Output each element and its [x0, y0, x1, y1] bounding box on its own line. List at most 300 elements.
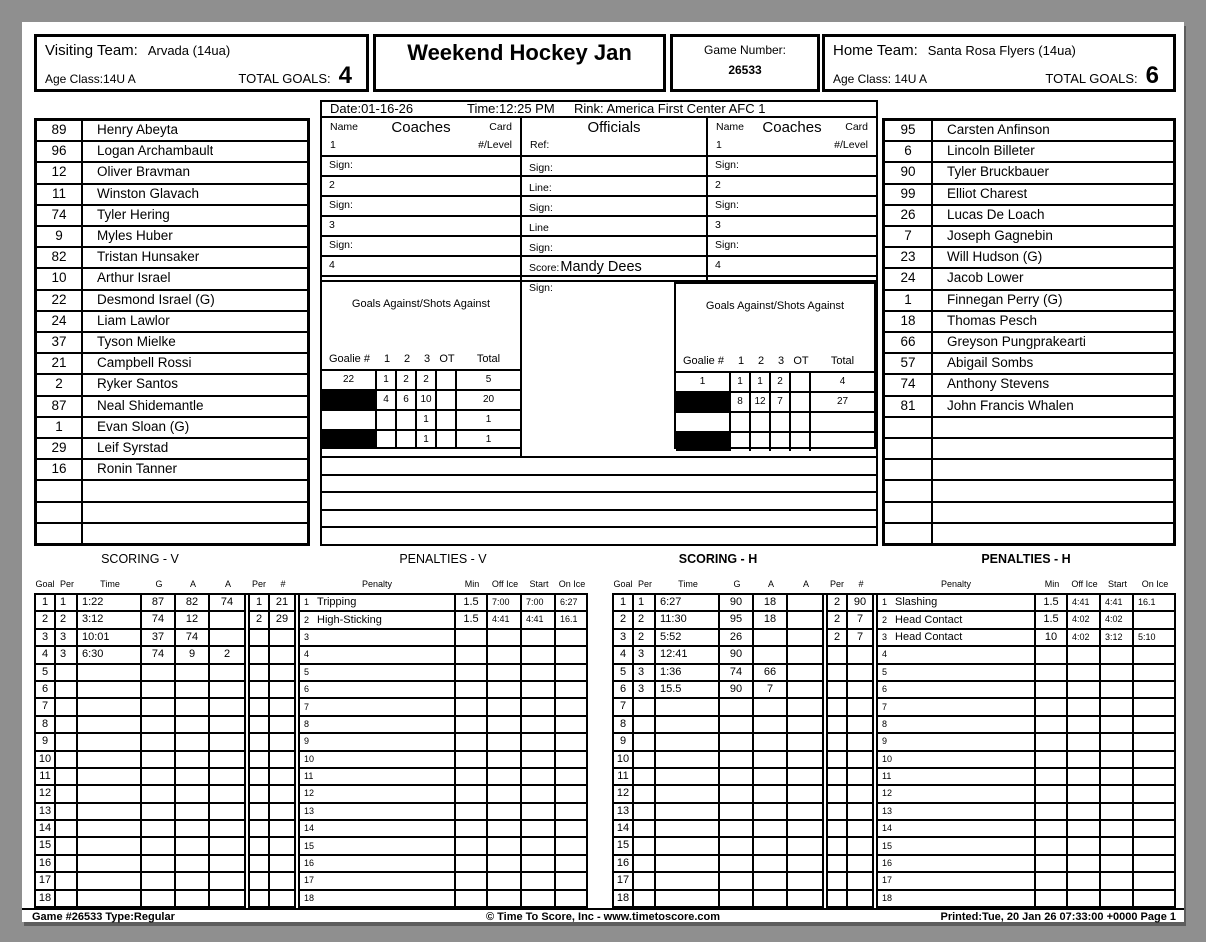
off-ice-cell — [488, 734, 522, 751]
home-goals-against-table — [674, 282, 876, 449]
off-ice-cell — [488, 769, 522, 786]
goal-time-cell — [656, 856, 720, 873]
level-label: #/Level — [478, 139, 512, 151]
goal-period-cell — [56, 804, 78, 821]
off-ice-cell — [488, 699, 522, 716]
goal-period-cell — [56, 821, 78, 838]
penalty-period-cell — [248, 682, 270, 699]
penalty-name-cell: 17 — [876, 873, 1036, 890]
total-cell: 1 — [485, 414, 492, 425]
penalty-period-cell — [248, 769, 270, 786]
period1-cell — [731, 433, 751, 451]
penalty-name-cell: 8 — [298, 717, 456, 734]
start-cell: 4:41 — [1101, 595, 1134, 612]
home-team-name: Santa Rosa Flyers (14ua) — [927, 43, 1076, 58]
goal-number-cell: 9 — [34, 734, 56, 751]
start-cell: 7:00 — [522, 595, 556, 612]
blank-row — [322, 526, 876, 544]
assist2-cell — [210, 717, 246, 734]
goal-scorer-cell — [720, 699, 754, 716]
assist1-cell — [754, 786, 788, 803]
goal-period-cell — [634, 873, 656, 890]
scoring-penalty-row — [34, 752, 588, 769]
scoring-penalty-row — [34, 838, 588, 855]
visiting-coach-cell: 2 — [322, 177, 522, 195]
goals-against-title: Goals Against/Shots Against — [705, 300, 845, 312]
assist1-cell — [176, 665, 210, 682]
off-ice-cell — [488, 873, 522, 890]
goal-period-cell — [634, 821, 656, 838]
assist1-cell — [176, 717, 210, 734]
penalty-minutes-cell — [456, 665, 488, 682]
penalty-period-cell — [826, 717, 848, 734]
penalty-minutes-cell — [456, 856, 488, 873]
home-goalie-rows — [676, 371, 874, 451]
goal-time-cell — [78, 873, 142, 890]
assist1-cell — [754, 734, 788, 751]
penalty-player-cell — [270, 873, 296, 890]
blank-row — [322, 458, 876, 474]
penalty-player-cell — [848, 717, 874, 734]
goal-scorer-cell — [720, 891, 754, 908]
assist2-cell — [210, 682, 246, 699]
roster-row — [37, 375, 307, 396]
assist2-cell — [210, 734, 246, 751]
goal-period-cell — [56, 665, 78, 682]
player-name: Winston Glavach — [97, 185, 200, 201]
scoring-penalty-row — [612, 873, 1176, 890]
scoring-penalty-row — [612, 752, 1176, 769]
penalty-name-cell: 13 — [298, 804, 456, 821]
goal-scorer-cell: 37 — [142, 630, 176, 647]
total-cell: 4 — [839, 376, 846, 387]
penalty-period-cell — [826, 699, 848, 716]
assist2-cell — [788, 682, 824, 699]
scoring-penalty-row — [612, 630, 1176, 647]
goalie-number-cell — [676, 433, 731, 451]
assist1-cell: 9 — [176, 647, 210, 664]
assist1-cell — [176, 786, 210, 803]
goal-number-cell: 18 — [612, 891, 634, 908]
visiting-team-label: Visiting Team: — [45, 42, 138, 59]
scoring-penalty-row — [34, 734, 588, 751]
roster-row — [37, 397, 307, 418]
goal-period-cell: 3 — [56, 630, 78, 647]
officials-header — [522, 118, 708, 155]
penalty-minutes-cell — [456, 752, 488, 769]
player-number: 95 — [885, 121, 933, 140]
penalty-period-cell — [826, 752, 848, 769]
roster-row — [885, 291, 1173, 312]
on-ice-cell — [1134, 856, 1176, 873]
start-cell — [1101, 821, 1134, 838]
goal-time-cell — [78, 891, 142, 908]
scoring-penalty-row — [612, 786, 1176, 803]
scoring-penalty-row — [612, 891, 1176, 908]
assist2-cell — [210, 873, 246, 890]
home-total-goals-label: TOTAL GOALS: — [1045, 71, 1138, 86]
penalty-player-cell: 29 — [270, 612, 296, 629]
scoring-penalty-row — [34, 665, 588, 682]
scoring-penalty-row — [34, 821, 588, 838]
total-cell: 5 — [485, 374, 492, 385]
player-number: 22 — [37, 291, 83, 310]
player-name — [83, 524, 97, 543]
start-cell — [1101, 856, 1134, 873]
goal-number-cell: 11 — [612, 769, 634, 786]
roster-row — [37, 354, 307, 375]
blank-row — [322, 474, 876, 492]
assist2-cell — [788, 647, 824, 664]
ot-cell — [437, 391, 457, 409]
ot-cell — [437, 411, 457, 429]
off-ice-cell — [1068, 838, 1101, 855]
level-label: #/Level — [834, 139, 868, 151]
assist2-cell — [210, 786, 246, 803]
roster-row — [885, 418, 1173, 439]
penalty-name-cell: 6 — [298, 682, 456, 699]
on-ice-cell — [1134, 804, 1176, 821]
goalie-row — [322, 389, 520, 409]
player-number: 99 — [885, 185, 933, 204]
penalty-period-cell — [248, 873, 270, 890]
period3-cell: 1 — [417, 411, 437, 429]
on-ice-cell — [556, 804, 588, 821]
goal-period-cell — [634, 769, 656, 786]
name-column-label: Name — [716, 121, 745, 133]
coaches-officials-row — [322, 255, 876, 275]
player-number: 90 — [885, 163, 933, 182]
goal-scorer-cell: 90 — [720, 682, 754, 699]
penalty-name-cell: 7 — [876, 699, 1036, 716]
visiting-age-class: Age Class:14U A — [45, 72, 136, 86]
goal-time-cell — [78, 769, 142, 786]
assist2-cell — [210, 612, 246, 629]
penalty-name-cell: 4 — [876, 647, 1036, 664]
assist2-cell — [788, 734, 824, 751]
goal-time-cell: 15.5 — [656, 682, 720, 699]
player-name: Anthony Stevens — [947, 376, 1050, 392]
assist2-cell — [788, 630, 824, 647]
scoring-penalty-row — [34, 612, 588, 629]
assist2-cell — [788, 769, 824, 786]
on-ice-cell — [556, 786, 588, 803]
roster-row — [885, 354, 1173, 375]
on-ice-cell — [1134, 734, 1176, 751]
scoring-penalty-row — [34, 804, 588, 821]
total-cell: 27 — [836, 396, 849, 407]
player-name: Campbell Rossi — [97, 355, 192, 371]
penalty-minutes-cell — [1036, 838, 1068, 855]
goal-scorer-cell — [720, 769, 754, 786]
start-cell — [522, 647, 556, 664]
player-number: 74 — [37, 206, 83, 225]
penalty-player-cell — [848, 856, 874, 873]
penalty-minutes-cell — [1036, 804, 1068, 821]
goalie-number-cell — [676, 413, 731, 431]
on-ice-cell — [1134, 717, 1176, 734]
penalty-minutes-cell — [456, 699, 488, 716]
home-coach-cell: Sign: — [715, 199, 739, 211]
penalty-minutes-cell — [1036, 699, 1068, 716]
goal-number-cell: 4 — [612, 647, 634, 664]
penalty-minutes-cell — [1036, 682, 1068, 699]
penalty-player-cell — [848, 752, 874, 769]
period1-cell — [377, 411, 397, 429]
home-coach-cell: 4 — [715, 259, 721, 271]
player-number — [885, 524, 933, 543]
period3-cell: 2 — [771, 373, 791, 391]
penalty-player-cell — [270, 647, 296, 664]
goal-period-cell: 3 — [56, 647, 78, 664]
visiting-coach-cell: 4 — [322, 257, 522, 275]
on-ice-cell — [1134, 873, 1176, 890]
off-ice-cell — [1068, 856, 1101, 873]
goal-number-cell: 9 — [612, 734, 634, 751]
player-name: Leif Syrstad — [97, 440, 169, 456]
penalty-period-cell — [826, 786, 848, 803]
penalty-player-cell — [848, 786, 874, 803]
goal-scorer-cell — [142, 752, 176, 769]
penalty-player-cell: 90 — [848, 595, 874, 612]
goal-number-cell: 17 — [34, 873, 56, 890]
goal-number-cell: 10 — [34, 752, 56, 769]
goal-scorer-cell: 87 — [142, 595, 176, 612]
goal-number-cell: 15 — [34, 838, 56, 855]
ot-cell — [791, 413, 811, 431]
penalty-player-cell — [270, 891, 296, 908]
player-number: 66 — [885, 333, 933, 352]
ot-cell — [791, 393, 811, 411]
goal-number-cell: 8 — [612, 717, 634, 734]
off-ice-cell — [1068, 891, 1101, 908]
period3-cell — [771, 433, 791, 451]
sheet-title: Weekend Hockey Jan — [407, 40, 632, 65]
period1-cell — [377, 431, 397, 449]
on-ice-cell — [556, 838, 588, 855]
penalty-player-cell — [848, 734, 874, 751]
player-name: Neal Shidemantle — [97, 397, 204, 413]
goal-scorer-cell — [142, 873, 176, 890]
player-number: 1 — [885, 291, 933, 310]
goal-period-cell — [634, 734, 656, 751]
penalty-name-cell: 5 — [876, 665, 1036, 682]
penalty-name-cell: 14 — [876, 821, 1036, 838]
player-name: Tyler Hering — [97, 206, 170, 222]
assist2-cell — [788, 717, 824, 734]
player-number — [885, 418, 933, 437]
goal-number-cell: 12 — [612, 786, 634, 803]
on-ice-cell: 16.1 — [556, 612, 588, 629]
penalty-name-cell: 8 — [876, 717, 1036, 734]
scoring-penalty-row — [612, 821, 1176, 838]
visiting-coach-cell: Sign: — [322, 237, 522, 255]
ot-cell — [791, 433, 811, 451]
coaches-officials-row — [322, 215, 876, 235]
start-cell — [522, 891, 556, 908]
goal-time-cell — [656, 838, 720, 855]
player-number: 6 — [885, 142, 933, 161]
start-cell — [1101, 752, 1134, 769]
penalty-minutes-cell — [456, 769, 488, 786]
assist1-cell: 7 — [754, 682, 788, 699]
penalty-player-cell — [270, 682, 296, 699]
column-headers: Goal Per Time G A A Per # Penalty Min Off Ice Start On Ice — [613, 579, 1169, 589]
goal-period-cell: 1 — [56, 595, 78, 612]
roster-row — [37, 481, 307, 502]
penalty-player-cell — [848, 665, 874, 682]
scoring-penalty-row — [34, 717, 588, 734]
period2-cell: 6 — [397, 391, 417, 409]
start-cell — [522, 630, 556, 647]
penalty-minutes-cell — [1036, 734, 1068, 751]
start-cell — [1101, 699, 1134, 716]
scoring-penalty-row — [612, 682, 1176, 699]
goal-number-cell: 8 — [34, 717, 56, 734]
roster-row — [37, 439, 307, 460]
penalty-player-cell — [270, 734, 296, 751]
scoring-penalty-row — [612, 769, 1176, 786]
goal-period-cell — [634, 891, 656, 908]
assist1-cell — [176, 682, 210, 699]
goal-time-cell: 5:52 — [656, 630, 720, 647]
goal-scorer-cell — [720, 821, 754, 838]
goal-time-cell — [656, 717, 720, 734]
penalty-minutes-cell — [456, 717, 488, 734]
assist2-cell — [788, 665, 824, 682]
assist2-cell — [210, 752, 246, 769]
game-date: Date:01-16-26 — [330, 101, 414, 116]
player-name: Oliver Bravman — [97, 164, 191, 180]
goal-period-cell — [56, 873, 78, 890]
off-ice-cell — [488, 630, 522, 647]
assist2-cell — [788, 752, 824, 769]
goal-scorer-cell — [720, 786, 754, 803]
penalty-minutes-cell — [456, 804, 488, 821]
goalie-number-cell — [676, 393, 731, 411]
player-number: 9 — [37, 227, 83, 246]
official-cell: Line: — [522, 177, 708, 195]
penalty-player-cell — [848, 682, 874, 699]
player-name: Tyson Mielke — [97, 334, 176, 350]
scoring-penalty-row — [612, 612, 1176, 629]
assist2-cell — [210, 821, 246, 838]
start-cell — [522, 699, 556, 716]
on-ice-cell: 6:27 — [556, 595, 588, 612]
assist2-cell — [210, 856, 246, 873]
penalty-name-cell: 4 — [298, 647, 456, 664]
goal-time-cell — [78, 752, 142, 769]
penalty-minutes-cell — [1036, 873, 1068, 890]
assist2-cell — [210, 665, 246, 682]
player-name — [933, 503, 947, 522]
penalty-name-cell: 1 Tripping — [298, 595, 456, 612]
off-ice-cell — [1068, 804, 1101, 821]
blank-notes-rows — [320, 456, 878, 546]
player-number: 10 — [37, 269, 83, 288]
goal-scorer-cell — [142, 786, 176, 803]
start-cell — [522, 873, 556, 890]
penalty-name-cell: 9 — [298, 734, 456, 751]
scoring-penalty-row — [612, 804, 1176, 821]
roster-row — [37, 460, 307, 481]
assist2-cell: 2 — [210, 647, 246, 664]
goal-period-cell — [56, 752, 78, 769]
goal-number-cell: 5 — [612, 665, 634, 682]
period2-cell: 12 — [751, 393, 771, 411]
scoring-penalty-row — [34, 682, 588, 699]
start-cell: 4:41 — [522, 612, 556, 629]
player-number: 89 — [37, 121, 83, 140]
penalty-name-cell: 5 — [298, 665, 456, 682]
roster-row — [885, 142, 1173, 163]
player-name: Myles Huber — [97, 228, 173, 244]
roster-row — [885, 121, 1173, 142]
official-cell: Sign: — [522, 157, 708, 175]
goal-scorer-cell — [142, 821, 176, 838]
player-name: Tristan Hunsaker — [97, 249, 200, 265]
goal-time-cell — [656, 699, 720, 716]
roster-row — [885, 503, 1173, 524]
visiting-team-box — [34, 34, 369, 92]
goal-scorer-cell — [142, 665, 176, 682]
penalty-player-cell — [270, 630, 296, 647]
penalty-period-cell: 1 — [248, 595, 270, 612]
penalty-period-cell: 2 — [826, 595, 848, 612]
footer-game-type: Game #26533 Type:Regular — [32, 911, 175, 923]
coaches-officials-header-row — [322, 118, 876, 155]
penalty-minutes-cell — [1036, 786, 1068, 803]
penalty-minutes-cell: 1.5 — [1036, 595, 1068, 612]
off-ice-cell — [1068, 873, 1101, 890]
goal-time-cell — [78, 838, 142, 855]
player-number — [885, 460, 933, 479]
on-ice-cell — [1134, 612, 1176, 629]
penalty-player-cell: 7 — [848, 612, 874, 629]
roster-row — [37, 418, 307, 439]
assist1-cell — [176, 821, 210, 838]
visiting-roster-table — [34, 118, 310, 546]
period2-cell — [751, 413, 771, 431]
start-cell — [1101, 873, 1134, 890]
goal-period-cell — [634, 804, 656, 821]
goal-number-cell: 6 — [34, 682, 56, 699]
penalty-player-cell — [270, 821, 296, 838]
start-cell — [1101, 682, 1134, 699]
player-name — [933, 439, 947, 458]
start-cell — [522, 786, 556, 803]
visiting-goals-against-table — [322, 282, 520, 449]
home-coach-cell: Sign: — [715, 239, 739, 251]
on-ice-cell — [556, 682, 588, 699]
roster-row — [37, 227, 307, 248]
player-name — [83, 503, 97, 522]
penalty-player-cell — [848, 804, 874, 821]
official-cell: Sign: — [522, 197, 708, 215]
visiting-team-name: Arvada (14ua) — [147, 43, 231, 58]
goal-scorer-cell — [142, 717, 176, 734]
off-ice-cell — [1068, 734, 1101, 751]
goal-scorer-cell — [720, 873, 754, 890]
player-number: 24 — [37, 312, 83, 331]
penalty-name-cell: 16 — [298, 856, 456, 873]
on-ice-cell — [556, 752, 588, 769]
goalie-number-cell — [322, 411, 377, 429]
period1-cell: 4 — [377, 391, 397, 409]
goal-number-cell: 17 — [612, 873, 634, 890]
goal-scorer-cell — [720, 804, 754, 821]
off-ice-cell: 4:02 — [1068, 612, 1101, 629]
